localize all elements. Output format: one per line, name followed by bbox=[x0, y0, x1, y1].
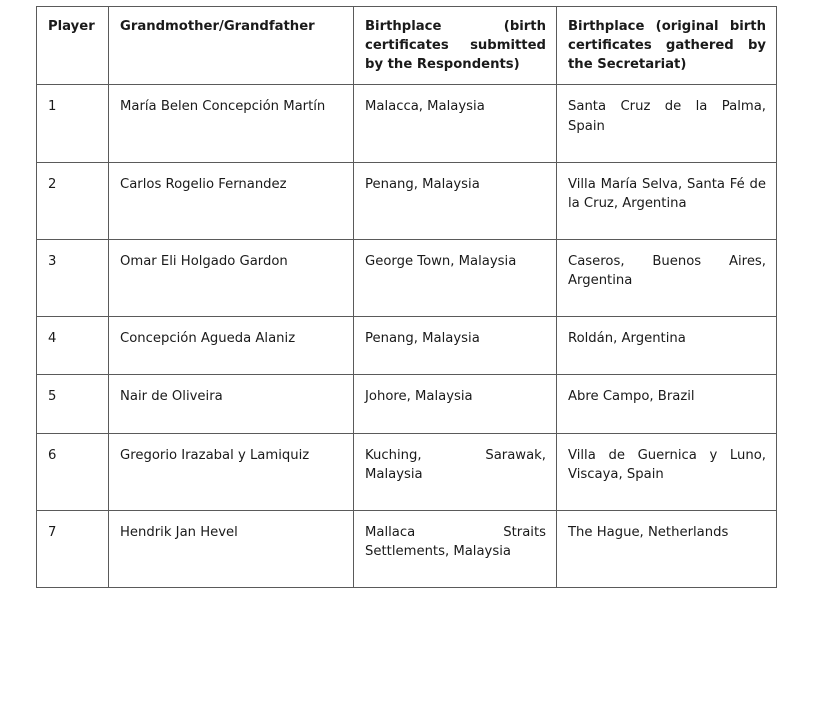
table-header-row bbox=[37, 7, 777, 85]
cell-birthplace-submitted: Mallaca Straits Settlements, Malaysia bbox=[354, 510, 557, 587]
cell-player: 7 bbox=[37, 510, 109, 587]
cell-birthplace-secretariat: The Hague, Netherlands bbox=[557, 510, 777, 587]
cell-relative: Omar Eli Holgado Gardon bbox=[109, 239, 354, 316]
cell-relative: Gregorio Irazabal y Lamiquiz bbox=[109, 433, 354, 510]
cell-birthplace-submitted: Penang, Malaysia bbox=[354, 162, 557, 239]
table-body bbox=[37, 85, 777, 588]
column-header-player: Player bbox=[37, 7, 109, 85]
cell-player: 4 bbox=[37, 317, 109, 375]
cell-birthplace-secretariat: Abre Campo, Brazil bbox=[557, 375, 777, 433]
cell-player: 2 bbox=[37, 162, 109, 239]
table-row bbox=[37, 317, 777, 375]
cell-relative: María Belen Concepción Martín bbox=[109, 85, 354, 162]
table-header bbox=[37, 7, 777, 85]
table-row bbox=[37, 433, 777, 510]
birthplace-comparison-table bbox=[36, 6, 777, 588]
cell-birthplace-submitted: Malacca, Malaysia bbox=[354, 85, 557, 162]
cell-player: 6 bbox=[37, 433, 109, 510]
cell-player: 5 bbox=[37, 375, 109, 433]
table-row bbox=[37, 239, 777, 316]
table-row bbox=[37, 510, 777, 587]
table-row bbox=[37, 375, 777, 433]
cell-birthplace-secretariat: Villa María Selva, Santa Fé de la Cruz, Argentina bbox=[557, 162, 777, 239]
cell-birthplace-submitted: George Town, Malaysia bbox=[354, 239, 557, 316]
cell-player: 1 bbox=[37, 85, 109, 162]
cell-player: 3 bbox=[37, 239, 109, 316]
cell-relative: Nair de Oliveira bbox=[109, 375, 354, 433]
cell-relative: Hendrik Jan Hevel bbox=[109, 510, 354, 587]
column-header-birthplace-secretariat: Birthplace (original birth certificates gathered by the Secretariat) bbox=[557, 7, 777, 85]
table-row bbox=[37, 162, 777, 239]
cell-birthplace-submitted: Johore, Malaysia bbox=[354, 375, 557, 433]
cell-relative: Concepción Agueda Alaniz bbox=[109, 317, 354, 375]
cell-birthplace-submitted: Penang, Malaysia bbox=[354, 317, 557, 375]
cell-birthplace-secretariat: Caseros, Buenos Aires, Argentina bbox=[557, 239, 777, 316]
cell-birthplace-secretariat: Villa de Guernica y Luno, Viscaya, Spain bbox=[557, 433, 777, 510]
cell-birthplace-secretariat: Roldán, Argentina bbox=[557, 317, 777, 375]
cell-relative: Carlos Rogelio Fernandez bbox=[109, 162, 354, 239]
table-row bbox=[37, 85, 777, 162]
cell-birthplace-submitted: Kuching, Sarawak, Malaysia bbox=[354, 433, 557, 510]
column-header-relative: Grandmother/Grandfather bbox=[109, 7, 354, 85]
cell-birthplace-secretariat: Santa Cruz de la Palma, Spain bbox=[557, 85, 777, 162]
column-header-birthplace-submitted: Birthplace (birth certificates submitted by the Respondents) bbox=[354, 7, 557, 85]
